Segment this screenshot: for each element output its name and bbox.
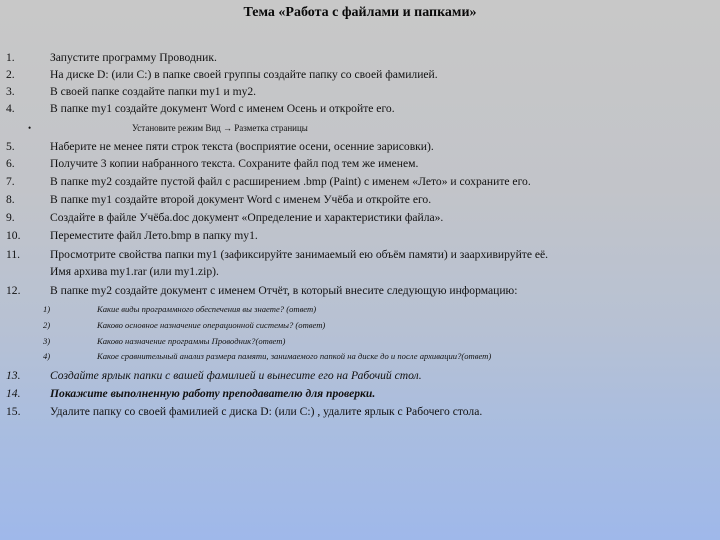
item-text: Запустите программу Проводник. (50, 51, 217, 64)
item-text: В папке my1 создайте второй документ Word с именем Учёба и откройте его. (50, 193, 432, 206)
item-text: Получите 3 копии набранного текста. Сохраните файл под тем же именем. (50, 157, 419, 170)
sub-item-number: 4) (43, 351, 51, 361)
item-text: В папке my1 создайте документ Word с именем Осень и откройте его. (50, 102, 395, 115)
item-number: 11. (6, 248, 21, 261)
item-number: 9. (6, 211, 15, 224)
bullet-text: Установите режим Вид → Разметка страницы (132, 123, 308, 133)
item-number: 7. (6, 175, 15, 188)
item-text: На диске D: (или С:) в папке своей группы создайте папку со своей фамилией. (50, 68, 438, 81)
item-text: В своей папке создайте папки my1 и my2. (50, 85, 257, 98)
item-number: 8. (6, 193, 15, 206)
item-text: Переместите файл Лето.bmp в папку my1. (50, 229, 258, 242)
item-text: В папке my2 создайте документ с именем Отчёт, в который внесите следующую информацию: (50, 284, 518, 297)
item-text: Просмотрите свойства папки my1 (зафиксируйте занимаемый ею объём памяти) и заархивируйте её. (50, 248, 549, 261)
item-text: Удалите папку со своей фамилией с диска D: (или С:) , удалите ярлык с Рабочего стола. (50, 405, 483, 418)
sub-item-text: Каково назначение программы Проводник?(ответ) (97, 336, 286, 346)
sub-item-number: 3) (43, 336, 51, 346)
item-text: Создайте ярлык папки с вашей фамилией и вынесите его на Рабочий стол. (50, 369, 422, 382)
item-number: 5. (6, 140, 15, 153)
item-text: Имя архива my1.rar (или my1.zip). (50, 265, 219, 278)
sub-item-text: Какое сравнительный анализ размера памяти, занимаемого папкой на диске до и после архивации?(ответ) (97, 351, 492, 361)
item-text: Покажите выполненную работу преподавателю для проверки. (50, 387, 376, 400)
item-number: 13. (6, 369, 21, 382)
item-number: 4. (6, 102, 15, 115)
bullet-icon: • (28, 123, 32, 133)
item-number: 15. (6, 405, 21, 418)
sub-item-number: 2) (43, 320, 51, 330)
item-number: 12. (6, 284, 21, 297)
item-number: 6. (6, 157, 15, 170)
item-number: 14. (6, 387, 21, 400)
item-number: 1. (6, 51, 15, 64)
sub-item-text: Какие виды программного обеспечения вы знаете? (ответ) (97, 304, 317, 314)
item-text: Создайте в файле Учёба.doc документ «Определение и характеристики файла». (50, 211, 444, 224)
sub-item-number: 1) (43, 304, 51, 314)
page-title: Тема «Работа с файлами и папками» (243, 5, 477, 20)
item-number: 2. (6, 68, 15, 81)
item-text: В папке my2 создайте пустой файл с расширением .bmp (Paint) с именем «Лето» и сохраните его. (50, 175, 531, 188)
item-number: 10. (6, 229, 21, 242)
item-number: 3. (6, 85, 15, 98)
sub-item-text: Каково основное назначение операционной системы? (ответ) (97, 320, 326, 330)
item-text: Наберите не менее пяти строк текста (восприятие осени, осенние зарисовки). (50, 140, 434, 153)
